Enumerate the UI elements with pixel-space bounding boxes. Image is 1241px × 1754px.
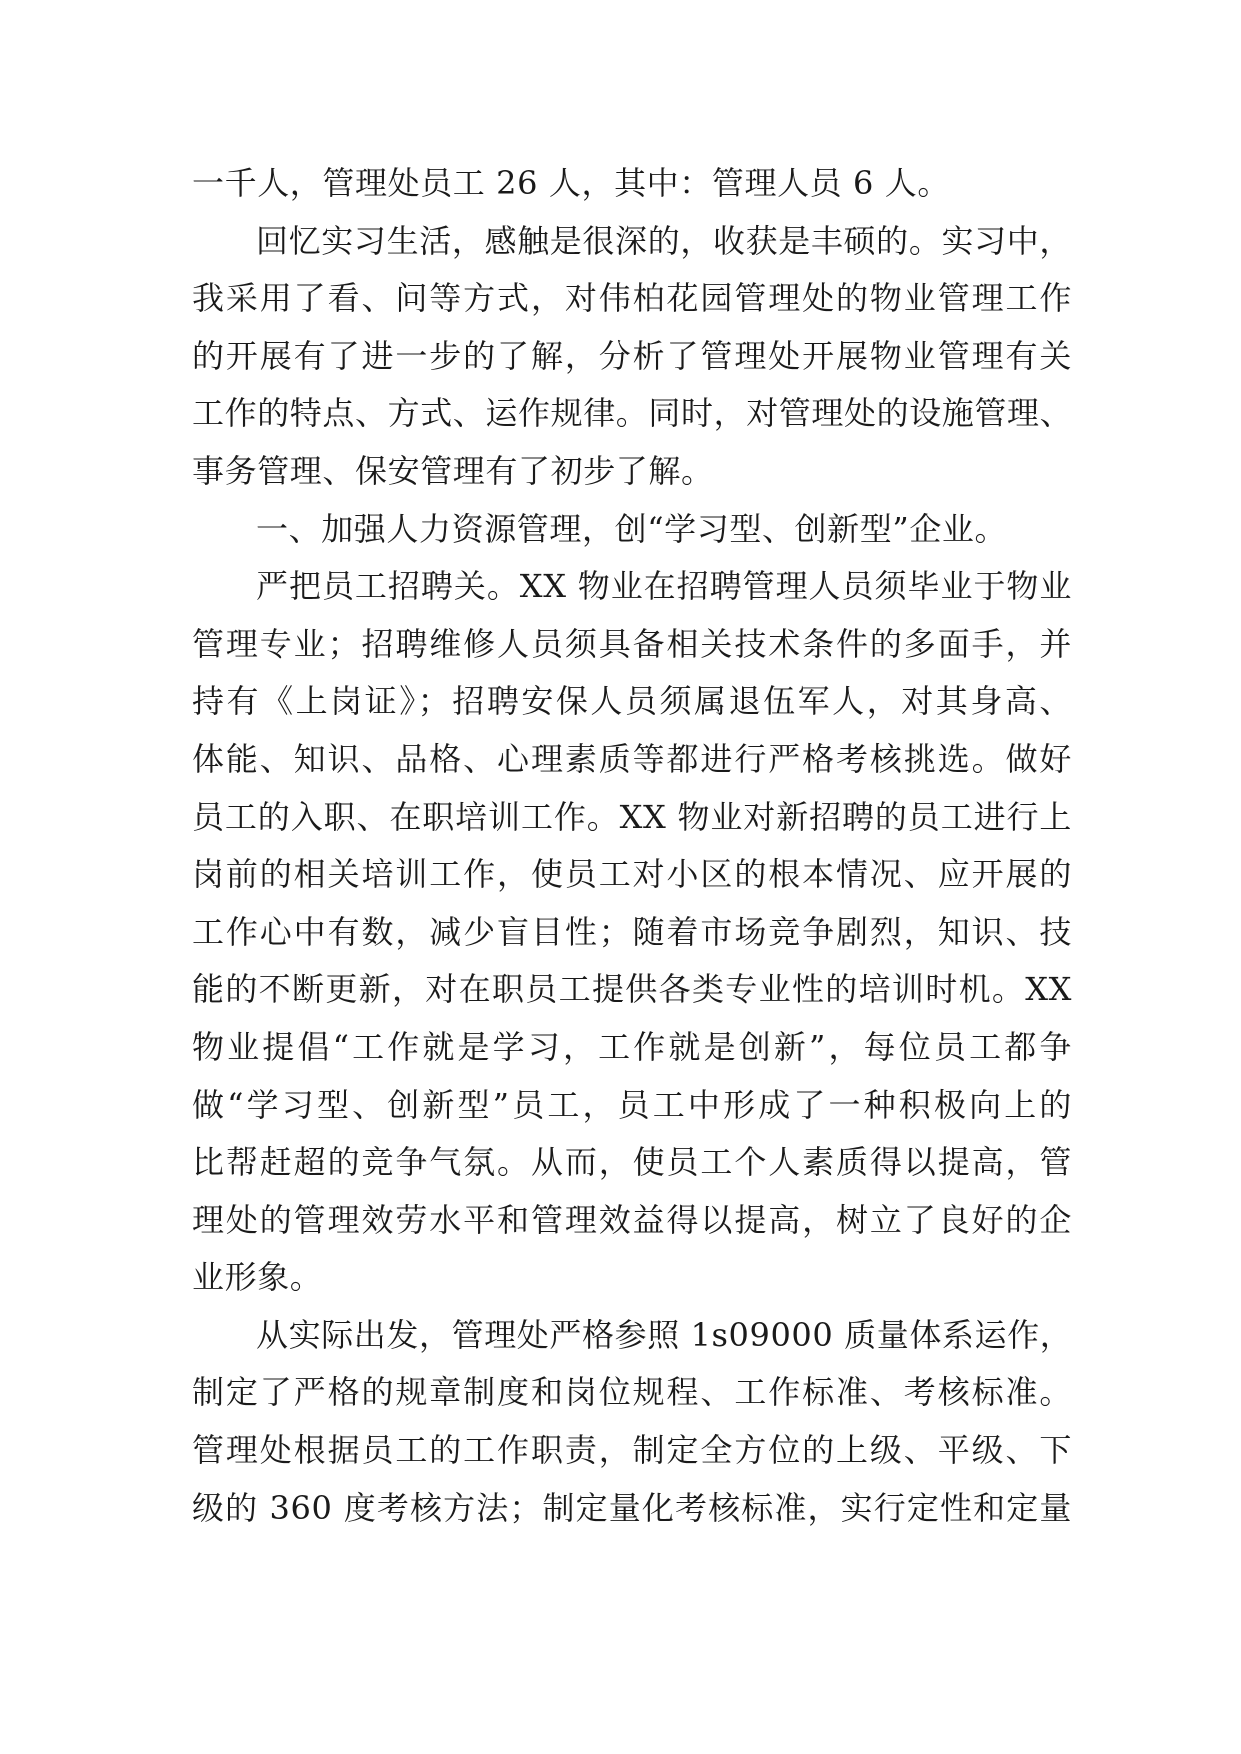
text-line: 级的 360 度考核方法；制定量化考核标准，实行定性和定量 (192, 1488, 1072, 1527)
text-line: 管理处根据员工的工作职责，制定全方位的上级、平级、下 (192, 1431, 1072, 1470)
text-line: 我采用了看、问等方式，对伟柏花园管理处的物业管理工作 (192, 279, 1072, 318)
text-line: 工作的特点、方式、运作规律。同时，对管理处的设施管理、 (192, 394, 1073, 433)
text-line: 从实际出发，管理处严格参照 1s09000 质量体系运作， (256, 1315, 1073, 1354)
text-line: 回忆实习生活，感触是很深的，收获是丰硕的。实习中， (256, 221, 1072, 260)
text-line: 的开展有了进一步的了解，分析了管理处开展物业管理有关 (192, 336, 1072, 375)
text-line: 能的不断更新，对在职员工提供各类专业性的培训时机。XX (192, 970, 1072, 1009)
text-line: 比帮赶超的竞争气氛。从而，使员工个人素质得以提高，管 (192, 1143, 1072, 1182)
text-line: 持有《上岗证》；招聘安保人员须属退伍军人，对其身高、 (192, 682, 1072, 721)
text-line: 做“学习型、创新型”员工，员工中形成了一种积极向上的 (192, 1085, 1072, 1124)
text-line: 事务管理、保安管理有了初步了解。 (192, 451, 714, 490)
section-heading: 一、加强人力资源管理，创“学习型、创新型”企业。 (256, 509, 1008, 548)
body-text (192, 155, 1072, 1537)
text-line: 物业提倡“工作就是学习，工作就是创新”，每位员工都争 (192, 1027, 1072, 1066)
text-line: 一千人，管理处员工 26 人，其中：管理人员 6 人。 (192, 164, 950, 202)
text-line: 业形象。 (192, 1258, 323, 1297)
text-line: 管理专业；招聘维修人员须具备相关技术条件的多面手，并 (192, 624, 1072, 663)
text-line: 工作心中有数，减少盲目性；随着市场竞争剧烈，知识、技 (192, 912, 1072, 951)
text-line: 岗前的相关培训工作，使员工对小区的根本情况、应开展的 (192, 855, 1072, 894)
text-line: 制定了严格的规章制度和岗位规程、工作标准、考核标准。 (192, 1373, 1072, 1412)
text-line: 体能、知识、品格、心理素质等都进行严格考核挑选。做好 (192, 739, 1072, 778)
text-line: 理处的管理效劳水平和管理效益得以提高，树立了良好的企 (192, 1200, 1072, 1239)
text-line: 员工的入职、在职培训工作。XX 物业对新招聘的员工进行上 (192, 797, 1072, 836)
text-line: 严把员工招聘关。XX 物业在招聘管理人员须毕业于物业 (256, 567, 1072, 606)
